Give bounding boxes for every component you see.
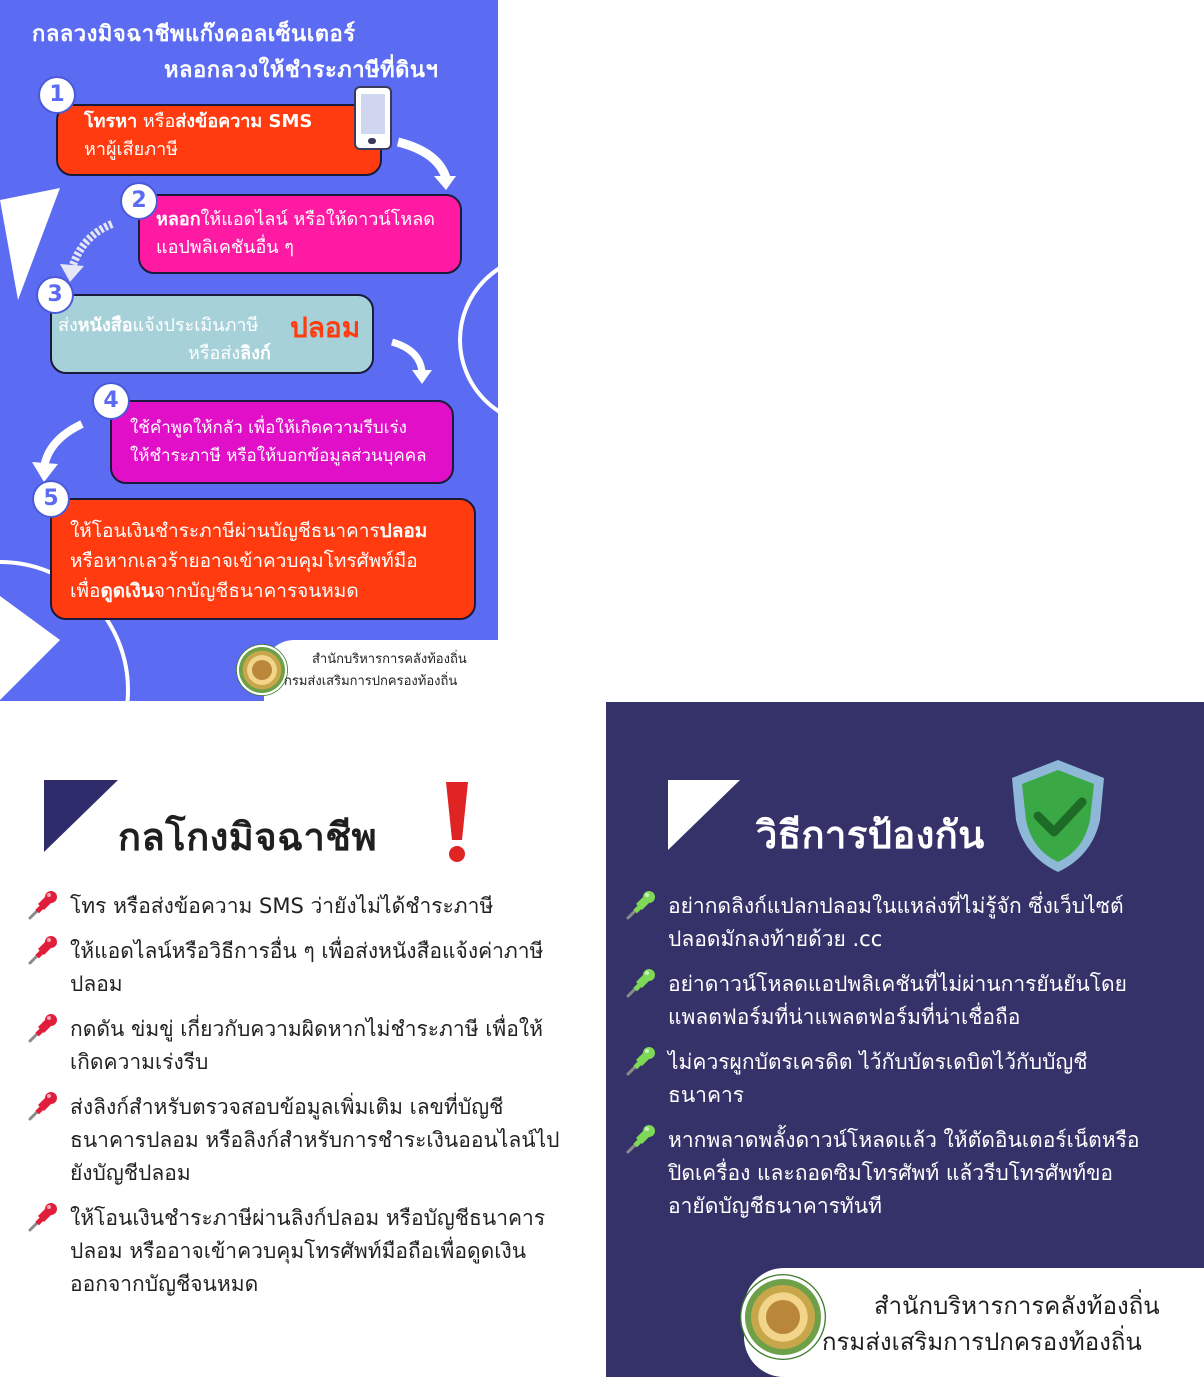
phone-icon — [354, 86, 392, 150]
step-1-badge: 1 — [40, 78, 74, 112]
fraud-panel — [0, 702, 606, 1377]
step-2-card — [138, 194, 462, 274]
step-5-from-bank: จากบัญชีธนาคารจนหมด — [153, 580, 359, 602]
list-item-line: ปลอดมักลงท้ายด้วย .cc — [668, 927, 883, 951]
scam-poster — [0, 0, 498, 701]
step-3-link: ลิงก์ — [240, 343, 271, 364]
step-4-card — [110, 400, 454, 484]
list-item-text — [70, 890, 493, 923]
list-item-text — [668, 968, 1127, 1034]
pushpin-icon — [26, 888, 60, 926]
list-item-line: เกิดความเร่งรีบ — [70, 1050, 209, 1074]
list-item-text — [668, 1124, 1140, 1223]
arrow-head-2 — [60, 264, 84, 282]
list-item-line: อย่าดาวน์โหลดแอปพลิเคชันที่ไม่ผ่านการยันยันโดย — [668, 972, 1127, 996]
step-5-to: เพื่อ — [70, 580, 101, 602]
prevention-panel — [606, 702, 1204, 1377]
list-item-line: ไม่ควรผูกบัตรเครดิต ไว้กับบัตรเดบิตไว้กับบัญชี — [668, 1050, 1088, 1074]
step-3-or-send: หรือส่ง — [188, 343, 241, 364]
step-3-line2 — [58, 340, 372, 368]
poster-footer-line1: สำนักบริหารการคลังท้องถิ่น — [312, 652, 467, 667]
step-5-transfer: ให้โอนเงินชำระภาษีผ่านบัญชีธนาคาร — [70, 520, 380, 542]
list-item-line: ปลอม — [70, 972, 123, 996]
corner-triangle-icon — [668, 780, 740, 852]
list-item-text — [668, 890, 1124, 956]
list-item-line: ออกจากบัญชีจนหมด — [70, 1272, 259, 1296]
curved-arrow-1 — [398, 142, 446, 178]
step-1-or: หรือ — [137, 111, 176, 132]
poster-footer-line2: กรมส่งเสริมการปกครองท้องถิ่น — [284, 674, 458, 689]
step-1-line1 — [84, 108, 380, 136]
step-2-text: ให้แอดไลน์ หรือให้ดาวน์โหลด — [200, 209, 435, 230]
step-5-line3 — [70, 576, 474, 606]
list-item-text — [70, 1091, 559, 1190]
arrow-head-1 — [434, 176, 456, 190]
list-item-text — [668, 1046, 1088, 1112]
arrow-head-3 — [412, 370, 432, 384]
pushpin-icon — [624, 1122, 658, 1160]
pushpin-icon — [26, 1089, 60, 1127]
pushpin-icon — [624, 888, 658, 926]
step-5-line2: หรือหากเลวร้ายอาจเข้าควบคุมโทรศัพท์มือ — [70, 550, 418, 572]
list-item-line: อายัดบัญชีธนาคารทันที — [668, 1194, 882, 1218]
list-item-line: หากพลาดพลั้งดาวน์โหลดแล้ว ให้ตัดอินเตอร์เน็ตหรือ — [668, 1128, 1140, 1152]
list-item-line: โทร หรือส่งข้อความ SMS ว่ายังไม่ได้ชำระภาษี — [70, 894, 494, 918]
agency-seal-logo — [740, 1274, 826, 1360]
pushpin-icon — [624, 966, 658, 1004]
step-3-send: ส่ง — [58, 315, 78, 336]
prevention-footer-line2: กรมส่งเสริมการปกครองท้องถิ่น — [822, 1328, 1142, 1356]
list-item-line: อย่ากดลิงก์แปลกปลอมในแหล่งที่ไม่รู้จัก ซึ่งเว็บไซต์ — [668, 894, 1124, 918]
step-1-line2: หาผู้เสียภาษี — [84, 139, 179, 160]
agency-seal-logo — [236, 644, 288, 696]
step-2-line2: แอปพลิเคชันอื่น ๆ — [156, 237, 294, 258]
pushpin-icon — [26, 1011, 60, 1049]
step-1-card — [56, 104, 382, 176]
list-item-line: ส่งลิงก์สำหรับตรวจสอบข้อมูลเพิ่มเติม เลขที่บัญชี — [70, 1095, 504, 1119]
step-2-badge: 2 — [122, 184, 156, 218]
step-5-drain: ดูดเงิน — [100, 580, 154, 602]
poster-title-line2: หลอกลวงให้ชำระภาษีที่ดินฯ — [164, 58, 439, 83]
step-5-fake: ปลอม — [379, 520, 428, 542]
step-3-letter: หนังสือ — [77, 315, 133, 336]
step-5-badge: 5 — [34, 482, 68, 516]
list-item-line: ธนาคาร — [668, 1083, 745, 1107]
step-4-line2: ให้ชำระภาษี หรือให้บอกข้อมูลส่วนบุคคล — [130, 446, 427, 466]
curved-arrow-3 — [392, 342, 422, 372]
step-3-assess: แจ้งประเมินภาษี — [132, 315, 259, 336]
step-2-line1 — [156, 206, 460, 234]
prevention-title: วิธีการป้องกัน — [756, 813, 985, 857]
step-1-sms: ส่งข้อความ SMS — [175, 111, 313, 132]
curved-arrow-2 — [72, 224, 112, 268]
shield-check-icon — [1008, 758, 1108, 874]
list-item-line: ปลอม หรืออาจเข้าควบคุมโทรศัพท์มือถือเพื่อดูดเงิน — [70, 1239, 527, 1263]
fraud-title: กลโกงมิจฉาชีพ — [118, 815, 378, 859]
exclamation-icon — [440, 778, 474, 866]
step-4-line1: ใช้คำพูดให้กลัว เพื่อให้เกิดความรีบเร่ง — [130, 418, 407, 438]
list-item-line: ให้แอดไลน์หรือวิธีการอื่น ๆ เพื่อส่งหนังสือแจ้งค่าภาษี — [70, 939, 544, 963]
list-item-text — [70, 1013, 543, 1079]
step-5-card — [50, 498, 476, 620]
step-3-card — [50, 294, 374, 374]
list-item-line: ปิดเครื่อง และถอดซิมโทรศัพท์ แล้วรีบโทรศัพท์ขอ — [668, 1161, 1114, 1185]
step-2-lure: หลอก — [156, 209, 201, 230]
pushpin-icon — [26, 933, 60, 971]
step-3-badge: 3 — [38, 278, 72, 312]
step-3-fake-label: ปลอม — [290, 311, 361, 344]
arrow-head-4 — [32, 462, 58, 482]
prevention-footer-line1: สำนักบริหารการคลังท้องถิ่น — [874, 1292, 1160, 1320]
list-item-line: แพลตฟอร์มที่น่าแพลตฟอร์มที่น่าเชื่อถือ — [668, 1005, 1021, 1029]
pushpin-icon — [624, 1044, 658, 1082]
list-item-line: ธนาคารปลอม หรือลิงก์สำหรับการชำระเงินออนไลน์ไป — [70, 1128, 560, 1152]
list-item-text — [70, 935, 543, 1001]
corner-triangle-icon — [44, 780, 118, 854]
step-5-line1 — [70, 516, 474, 546]
curved-arrow-4 — [44, 424, 82, 468]
step-4-badge: 4 — [94, 384, 128, 418]
step-1-call: โทรหา — [84, 111, 138, 132]
white-circle-right — [460, 255, 498, 425]
list-item-line: กดดัน ข่มขู่ เกี่ยวกับความผิดหากไม่ชำระภาษี เพื่อให้ — [70, 1017, 543, 1041]
list-item-line: ให้โอนเงินชำระภาษีผ่านลิงก์ปลอม หรือบัญชีธนาคาร — [70, 1206, 546, 1230]
list-item-line: ยังบัญชีปลอม — [70, 1161, 191, 1185]
list-item-text — [70, 1202, 545, 1301]
poster-title-line1: กลลวงมิจฉาชีพแก๊งคอลเซ็นเตอร์ — [32, 22, 356, 47]
pushpin-icon — [26, 1200, 60, 1238]
